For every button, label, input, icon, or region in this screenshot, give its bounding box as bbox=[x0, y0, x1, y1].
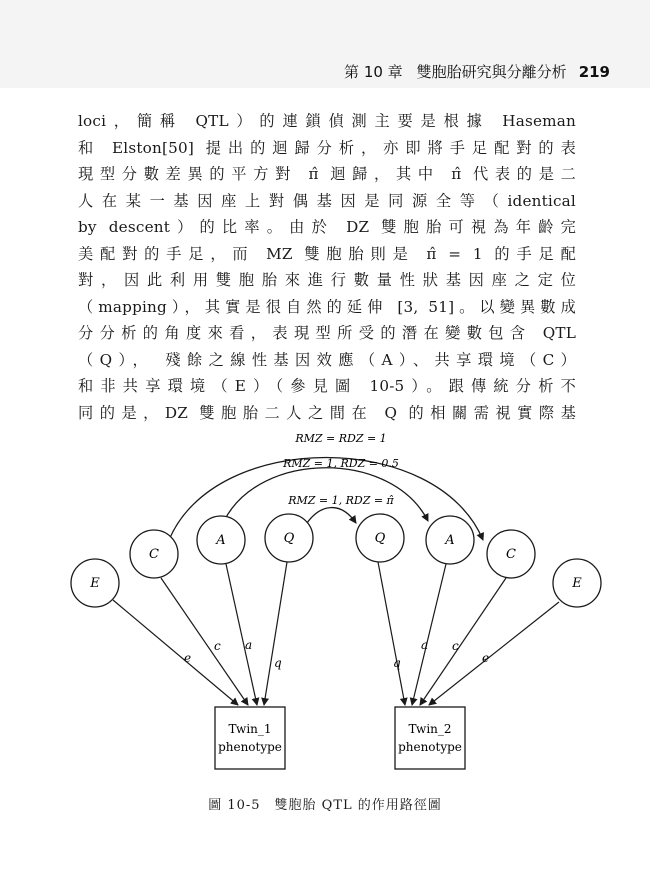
latent-node-a1 bbox=[197, 516, 245, 564]
svg-text:Q: Q bbox=[374, 531, 386, 546]
svg-text:Twin_1: Twin_1 bbox=[228, 722, 272, 736]
latent-node-e2 bbox=[553, 559, 601, 607]
twin2-phenotype-box bbox=[395, 707, 465, 769]
svg-text:phenotype: phenotype bbox=[398, 740, 462, 754]
chapter-number: 第 10 章 bbox=[344, 63, 403, 81]
text-line: 和 Elston[50] 提出的迴歸分析，亦即將手足配對的表 bbox=[78, 138, 576, 157]
latent-node-q2 bbox=[356, 514, 404, 562]
svg-text:C: C bbox=[506, 547, 516, 562]
text-line: （Q）， 殘餘之線性基因效應（A）、共享環境（C） bbox=[78, 350, 576, 369]
svg-text:A: A bbox=[216, 533, 226, 548]
text-line: loci，簡稱 QTL）的連鎖偵測主要是根據 Haseman bbox=[78, 112, 576, 130]
text-line: 人在某一基因座上對偶基因是同源全等（identical bbox=[78, 191, 576, 210]
svg-text:Q: Q bbox=[283, 531, 295, 546]
twin1-phenotype-box bbox=[215, 707, 285, 769]
path-a2 bbox=[412, 564, 446, 705]
path-q2 bbox=[378, 562, 405, 705]
coef-a2: a bbox=[421, 638, 429, 652]
coef-e1: e bbox=[184, 651, 192, 665]
latent-node-e1 bbox=[71, 559, 119, 607]
text-line: （mapping），其實是很自然的延伸 [3, 51]。以變異數成 bbox=[78, 297, 576, 316]
path-q1 bbox=[264, 562, 287, 705]
path-c1 bbox=[161, 578, 248, 705]
coef-q2: q bbox=[393, 656, 401, 670]
path-c2 bbox=[420, 578, 506, 705]
body-paragraph bbox=[78, 108, 576, 426]
path-e2 bbox=[429, 602, 559, 705]
text-line: 美配對的手足，而 MZ 雙胞胎則是 π̂ = 1 的手足配 bbox=[78, 244, 576, 263]
coef-c1: c bbox=[214, 639, 221, 653]
figure-caption: 圖 10-5 雙胞胎 QTL 的作用路徑圖 bbox=[208, 798, 442, 813]
chapter-title: 雙胞胎研究與分離分析 bbox=[416, 63, 567, 81]
svg-text:phenotype: phenotype bbox=[218, 740, 282, 754]
path-a1 bbox=[226, 564, 257, 705]
coef-q1: q bbox=[274, 656, 282, 670]
text-line: 同的是，DZ 雙胞胎二人之間在 Q 的相關需視實際基 bbox=[78, 403, 576, 422]
q-correlation-arc bbox=[307, 508, 356, 523]
svg-text:C: C bbox=[149, 547, 159, 562]
svg-text:E: E bbox=[90, 576, 100, 591]
arc-label-c: RMZ = RDZ = 1 bbox=[295, 432, 387, 445]
text-line: 對，因此利用雙胞胎來進行數量性狀基因座之定位 bbox=[78, 271, 576, 289]
coef-a1: a bbox=[245, 638, 253, 652]
arc-label-a: RMZ = 1, RDZ = 0.5 bbox=[283, 457, 399, 470]
twin-qtl-path-diagram bbox=[0, 420, 650, 790]
page-number: 219 bbox=[578, 63, 610, 81]
text-line: 現型分數差異的平方對 π̂ 迴歸，其中 π̂ 代表的是二 bbox=[78, 165, 576, 183]
text-line: by descent）的比率。由於 DZ 雙胞胎可視為年齡完 bbox=[78, 218, 576, 236]
latent-node-c1 bbox=[130, 530, 178, 578]
coef-e2: e bbox=[482, 651, 490, 665]
svg-text:A: A bbox=[445, 533, 455, 548]
latent-node-q1 bbox=[265, 514, 313, 562]
latent-node-a2 bbox=[426, 516, 474, 564]
latent-node-c2 bbox=[487, 530, 535, 578]
text-line: 和非共享環境（E）（參見圖 10-5）。跟傳統分析不 bbox=[78, 377, 576, 395]
svg-text:E: E bbox=[572, 576, 582, 591]
running-head bbox=[344, 61, 610, 82]
coef-c2: c bbox=[452, 639, 459, 653]
svg-text:Twin_2: Twin_2 bbox=[408, 722, 452, 736]
arc-label-q: RMZ = 1, RDZ = π̂ bbox=[288, 494, 394, 507]
text-line: 分分析的角度來看，表現型所受的潛在變數包含 QTL bbox=[78, 324, 576, 342]
